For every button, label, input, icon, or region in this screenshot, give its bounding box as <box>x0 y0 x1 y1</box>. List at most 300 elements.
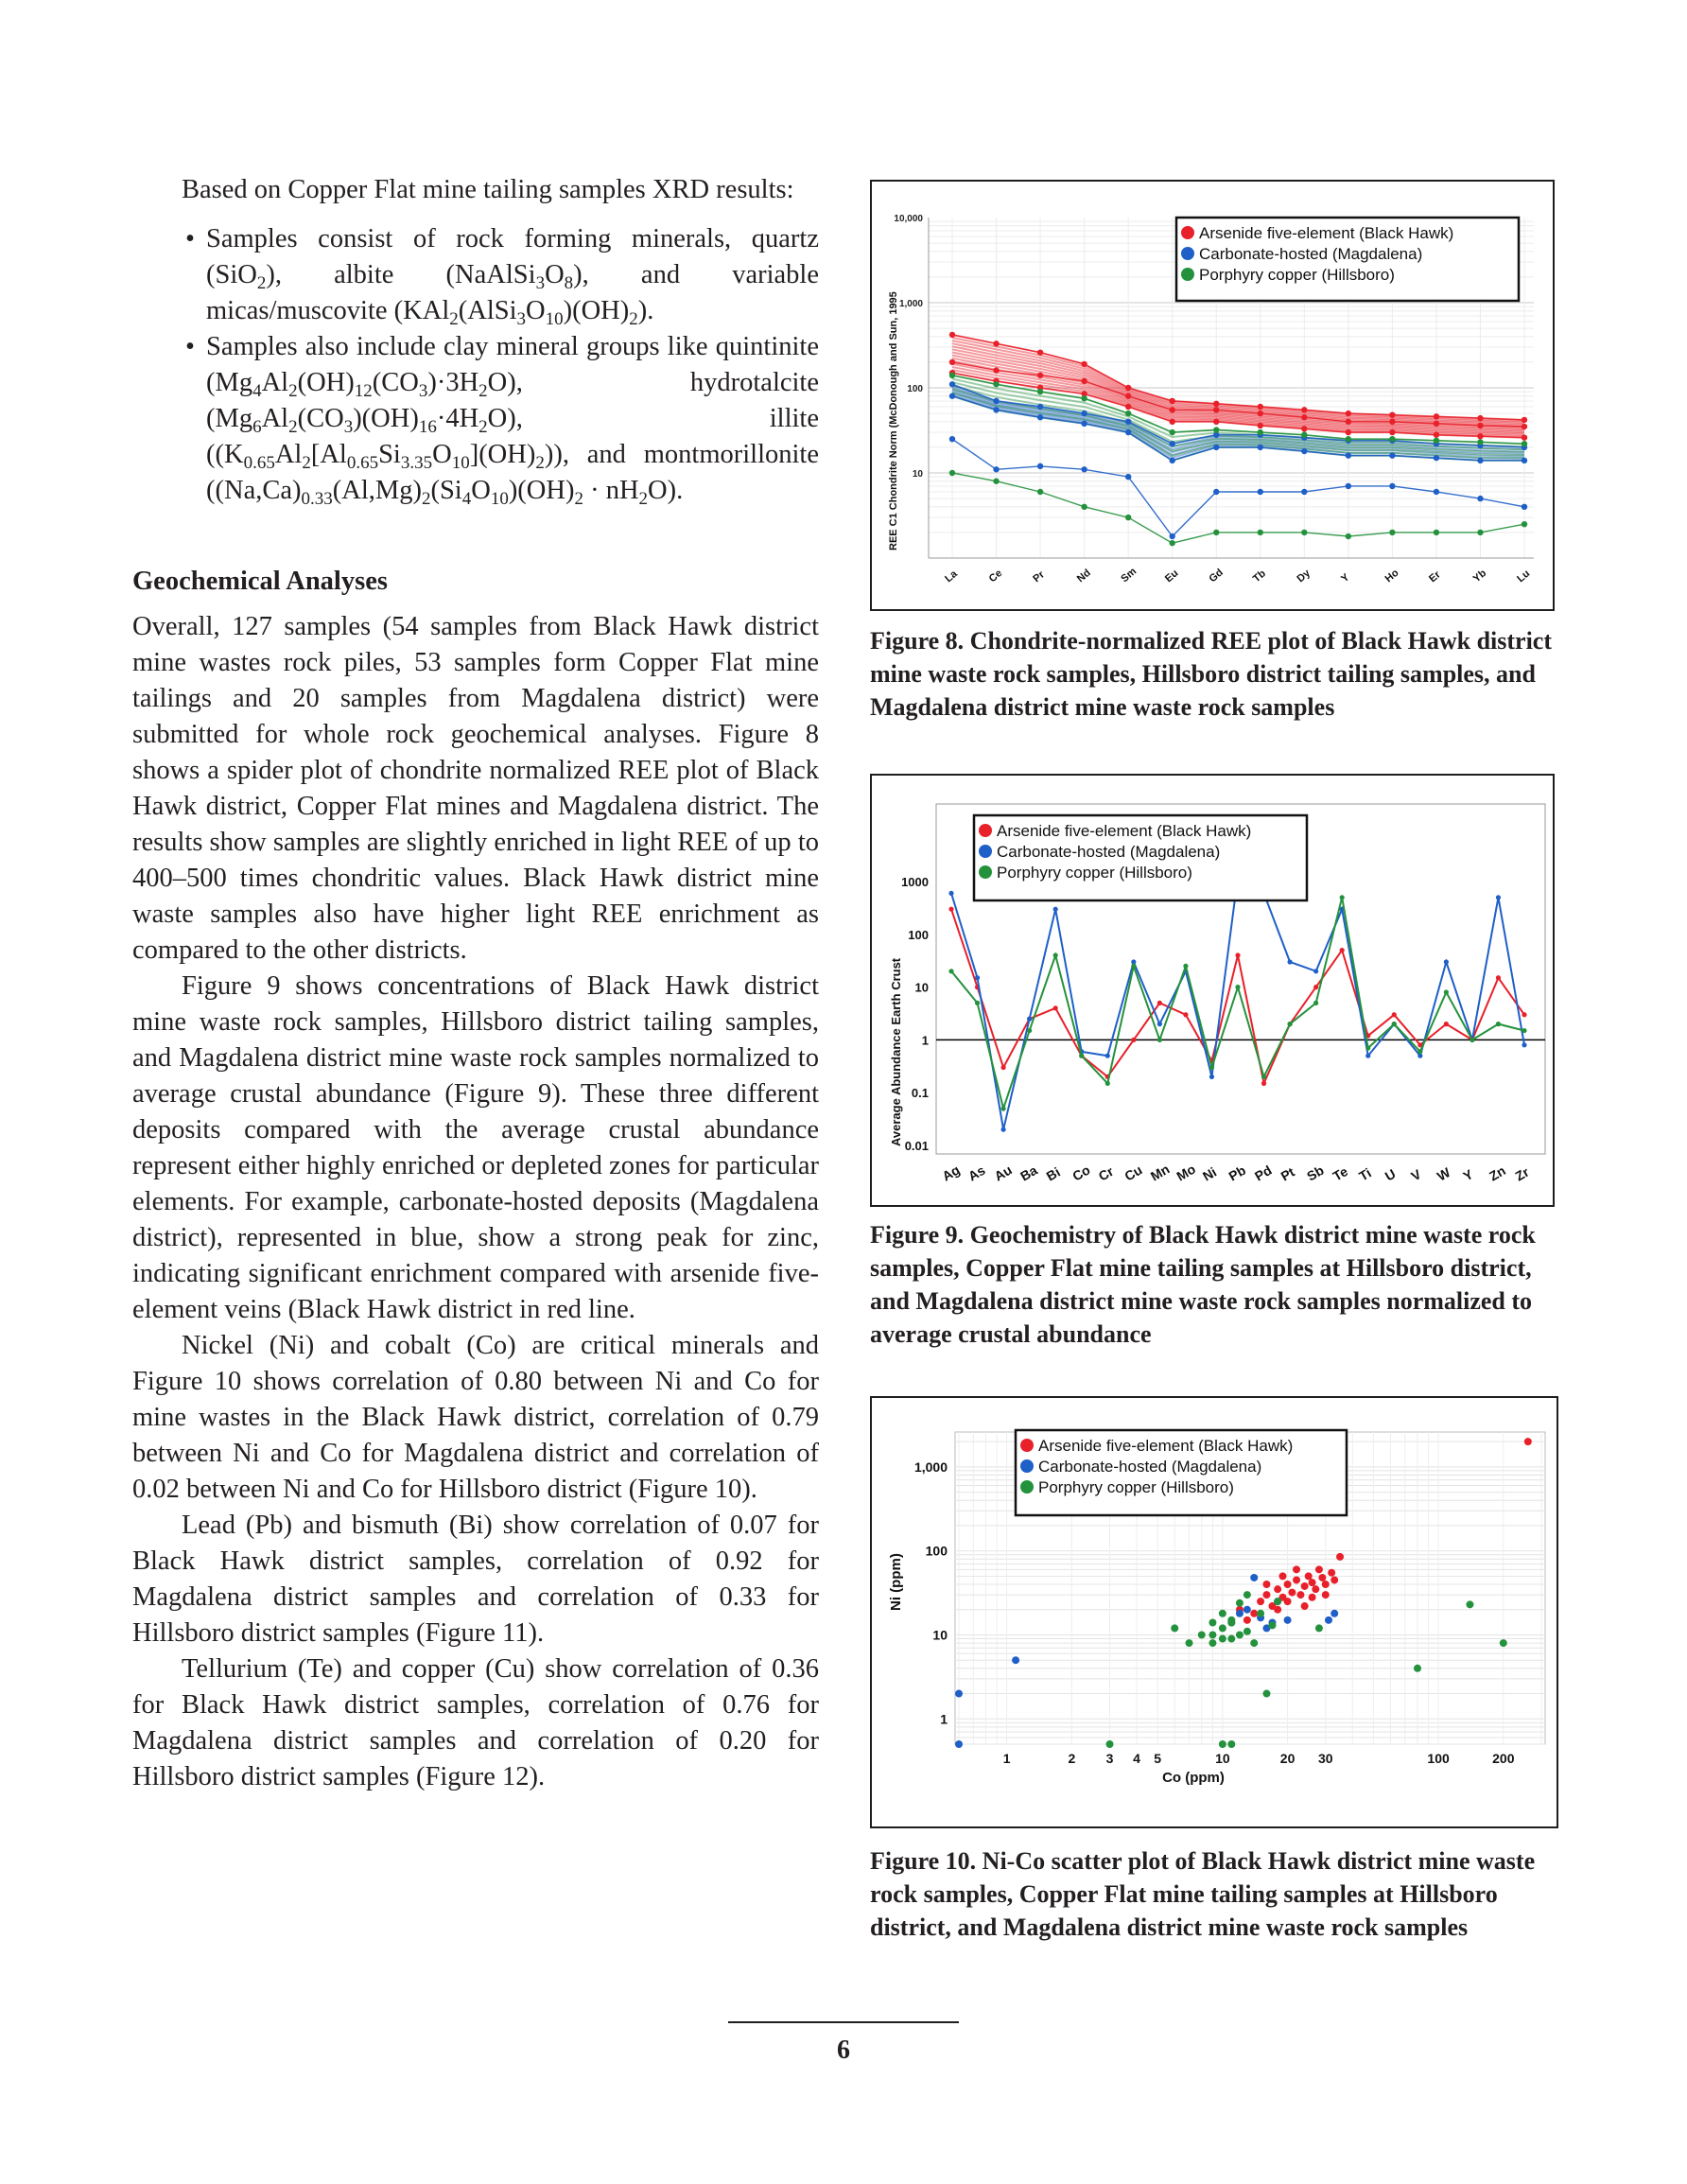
y-tick-label: 10 <box>914 980 929 995</box>
data-point <box>1000 1127 1005 1132</box>
data-point <box>1500 1639 1507 1647</box>
data-point <box>1250 1610 1258 1617</box>
x-tick-label: Pr <box>1031 568 1047 585</box>
x-tick-label: Er <box>1427 568 1443 585</box>
data-point <box>1346 429 1351 435</box>
data-point <box>1131 964 1136 969</box>
data-point <box>1157 1022 1162 1026</box>
data-point <box>1000 1106 1005 1110</box>
data-point <box>1157 1001 1162 1005</box>
data-point <box>1315 1565 1323 1573</box>
data-point <box>1522 417 1527 423</box>
data-point <box>1169 441 1174 446</box>
data-point <box>1389 530 1395 535</box>
data-point <box>1079 1054 1084 1058</box>
data-point <box>1209 1065 1214 1070</box>
data-point <box>1081 411 1087 416</box>
data-point <box>1037 489 1043 495</box>
data-point <box>1522 1012 1526 1017</box>
y-tick-label: 1000 <box>901 875 929 889</box>
data-point <box>1027 1017 1032 1022</box>
data-point <box>1244 1616 1251 1624</box>
data-point <box>1365 1054 1370 1058</box>
data-point <box>1105 1081 1110 1086</box>
data-point <box>1522 504 1527 510</box>
x-tick-label: Tb <box>1250 568 1269 585</box>
data-point <box>1522 1028 1526 1033</box>
legend-marker-porphyry <box>979 865 992 879</box>
legend-label-arsenide: Arsenide five-element (Black Hawk) <box>997 822 1252 840</box>
data-point <box>1389 483 1395 489</box>
data-point <box>1262 1581 1270 1588</box>
data-point <box>1477 496 1483 501</box>
data-point <box>1081 504 1087 510</box>
x-tick-label: Y <box>1339 571 1352 585</box>
figure-8-caption: Figure 8. Chondrite-normalized REE plot of Black Hawk district mine waste rock samples, Hillsboro district tailing samples, and Magdalena district mine waste rock samples <box>870 627 1553 721</box>
data-point <box>1389 436 1395 442</box>
data-point <box>949 373 955 378</box>
legend-marker-porphyry <box>1181 268 1194 281</box>
legend-marker-carbonate <box>1181 247 1194 260</box>
data-point <box>1258 530 1263 535</box>
data-point <box>1198 1631 1206 1638</box>
data-point <box>1213 407 1219 412</box>
data-point <box>1106 1740 1114 1748</box>
data-point <box>1244 1606 1251 1614</box>
data-point <box>1262 1690 1270 1698</box>
data-point <box>1209 1075 1214 1079</box>
figure-8-frame <box>870 180 1555 611</box>
data-point <box>1125 474 1131 480</box>
x-tick-label: Dy <box>1295 568 1313 585</box>
data-point <box>1213 530 1219 535</box>
data-point <box>1053 952 1058 957</box>
data-point <box>1346 452 1351 458</box>
data-point <box>1330 1610 1338 1617</box>
y-axis-title: REE C1 Chondrite Norm (McDonough and Sun, 1995 <box>888 291 899 550</box>
x-tick-label: Lu <box>1515 568 1533 585</box>
data-point <box>955 1690 963 1698</box>
paragraph-figure9: Figure 9 shows concentrations of Black Hawk district mine waste rock samples, Hillsboro district tailing samples, and Magdalena district mine waste rock samples normalized to average crustal abundance (Figure 9). These three different deposits compared with the average crustal abundance represent either highly enriched or depleted zones for particular elements. For example, carbonate-hosted deposits (Magdalena district), represented in blue, show a strong peak for zinc, indicating significant enrichment compared with arsenide five-element veins (Black Hawk district in red line. <box>132 971 819 1324</box>
data-point <box>1301 426 1307 431</box>
x-tick-label: W <box>1434 1164 1453 1184</box>
data-point <box>1477 458 1483 463</box>
data-point <box>1209 1631 1216 1638</box>
data-point <box>1037 373 1043 378</box>
y-tick-label: 100 <box>907 384 923 394</box>
data-point <box>1261 1075 1266 1079</box>
data-point <box>1301 530 1307 535</box>
data-point <box>949 436 955 442</box>
y-axis-title: Average Abundance Earth Crust <box>889 957 903 1146</box>
data-point <box>1037 414 1043 420</box>
data-point <box>1169 458 1174 463</box>
x-tick-label: 200 <box>1492 1751 1515 1766</box>
data-point <box>1000 1065 1005 1070</box>
bullet-clay-minerals: • Samples also include clay mineral groups like quintinite $(Mg_4Al_2(OH)_{12}(CO_3)\cdot 3H_2O)$, hydrotalcite $(Mg_6Al_2(CO_3)(OH)_{16}\cdot 4H_2O)$, illite $((K_{0.65}Al_2[Al_{0.65}Si_{3.35}O_{10}](OH)_2))$, and montmorillonite $((Na,Ca)_{0.33}(Al,Mg)_2(Si_4O_{10})(OH)_2 \cdot nH_2O)$. <box>132 329 819 509</box>
x-tick-label: Zn <box>1486 1162 1508 1184</box>
data-point <box>1274 1606 1281 1614</box>
data-point <box>1444 989 1449 994</box>
legend-label-arsenide: Arsenide five-element (Black Hawk) <box>1038 1437 1294 1455</box>
data-point <box>1389 429 1395 435</box>
data-point <box>1389 419 1395 425</box>
data-point <box>1313 1001 1318 1005</box>
data-point <box>949 470 955 476</box>
data-point <box>949 332 955 338</box>
data-point <box>1105 1054 1110 1058</box>
x-tick-label: Co <box>1070 1162 1093 1184</box>
data-point <box>1434 455 1439 461</box>
data-point <box>1235 952 1240 957</box>
legend-marker-porphyry <box>1020 1480 1034 1494</box>
data-point <box>1274 1598 1281 1605</box>
x-tick-label: 4 <box>1133 1751 1140 1766</box>
intro-paragraph: Based on Copper Flat mine tailing samples XRD results: <box>182 175 794 204</box>
data-point <box>948 907 953 912</box>
data-point <box>1325 1616 1332 1624</box>
data-point <box>948 891 953 896</box>
data-point <box>1053 1005 1058 1010</box>
data-point <box>1284 1598 1292 1605</box>
data-point <box>1250 1639 1258 1647</box>
data-point <box>1301 1582 1309 1590</box>
y-tick-label: 1 <box>921 1033 929 1048</box>
data-point <box>1293 1576 1300 1583</box>
data-point <box>1322 1591 1330 1599</box>
x-tick-label: 2 <box>1068 1751 1076 1766</box>
data-point <box>975 1001 980 1005</box>
data-point <box>1414 1665 1421 1672</box>
data-point <box>1209 1618 1216 1626</box>
data-point <box>1131 1038 1136 1042</box>
data-point <box>1330 1576 1338 1583</box>
legend-marker-carbonate <box>1020 1459 1034 1473</box>
data-point <box>1236 1631 1244 1638</box>
data-point <box>1477 415 1483 421</box>
data-point <box>1257 1610 1264 1617</box>
x-tick-label: 5 <box>1154 1751 1162 1766</box>
data-point <box>1346 436 1351 442</box>
data-point <box>1258 429 1263 435</box>
data-point <box>1522 521 1527 527</box>
data-point <box>993 479 999 484</box>
x-tick-label: U <box>1382 1165 1399 1184</box>
data-point <box>1186 1639 1193 1647</box>
data-point <box>1268 1621 1276 1629</box>
legend-label-carbonate: Carbonate-hosted (Magdalena) <box>1038 1458 1262 1476</box>
x-tick-label: La <box>943 568 960 585</box>
x-tick-label: Y <box>1460 1166 1476 1184</box>
figure-8-chart <box>872 182 1553 609</box>
legend-label-porphyry: Porphyry copper (Hillsboro) <box>997 864 1192 882</box>
data-point <box>1236 1599 1244 1607</box>
data-point <box>1258 411 1263 416</box>
data-point <box>1213 401 1219 407</box>
data-point <box>1171 1624 1178 1632</box>
data-point <box>1227 1740 1235 1748</box>
x-tick-label: Zr <box>1512 1163 1532 1184</box>
x-tick-label: Pt <box>1278 1163 1297 1184</box>
legend-label-porphyry: Porphyry copper (Hillsboro) <box>1199 266 1395 284</box>
x-tick-label: Ag <box>939 1162 963 1184</box>
data-point <box>1219 1610 1226 1617</box>
section-heading: Geochemical Analyses <box>132 567 388 596</box>
x-axis-title: Co (ppm) <box>1162 1770 1225 1786</box>
x-tick-label: Cr <box>1095 1162 1117 1184</box>
data-point <box>1328 1569 1335 1577</box>
x-tick-label: Ce <box>986 568 1005 585</box>
x-tick-label: Eu <box>1162 568 1181 585</box>
data-point <box>1081 466 1087 472</box>
data-point <box>1169 419 1174 425</box>
data-point <box>1301 414 1307 420</box>
x-tick-label: Bi <box>1043 1163 1063 1184</box>
data-point <box>1340 948 1345 952</box>
paragraph-ni-co: Nickel (Ni) and cobalt (Co) are critical minerals and Figure 10 shows correlation of 0.80 between Ni and Co for mine wastes in the Black Hawk district, correlation of 0.79 between Ni and Co for Magdalena district and correlation of 0.02 between Ni and Co for Hillsboro district (Figure 10). <box>132 1331 819 1504</box>
figure-9-caption: Figure 9. Geochemistry of Black Hawk district mine waste rock samples, Copper Flat mine tailing samples at Hillsboro district, and Magdalena district mine waste rock samples normalized to average crustal abundance <box>870 1221 1536 1348</box>
data-point <box>1313 985 1318 989</box>
data-point <box>1434 421 1439 427</box>
data-point <box>1301 448 1307 454</box>
data-point <box>1346 483 1351 489</box>
data-point <box>1125 429 1131 435</box>
data-point <box>1417 1049 1422 1054</box>
data-point <box>1522 458 1527 463</box>
data-point <box>1522 434 1527 440</box>
legend-label-porphyry: Porphyry copper (Hillsboro) <box>1038 1478 1234 1496</box>
data-point <box>1209 1639 1216 1647</box>
y-tick-label: 100 <box>908 927 929 942</box>
data-point <box>1346 533 1351 539</box>
x-tick-label: Mo <box>1174 1161 1198 1184</box>
data-point <box>1027 1028 1032 1033</box>
data-point <box>1315 1624 1323 1632</box>
data-point <box>1081 361 1087 367</box>
x-tick-label: Gd <box>1207 567 1226 585</box>
data-point <box>1434 489 1439 495</box>
y-tick-label: 100 <box>925 1543 948 1559</box>
data-point <box>1389 411 1395 417</box>
data-point <box>1477 439 1483 445</box>
y-tick-label: 0.01 <box>904 1139 929 1153</box>
data-point <box>1444 1022 1449 1026</box>
data-point <box>1081 378 1087 384</box>
x-tick-label: Mn <box>1147 1161 1173 1184</box>
data-point <box>1262 1591 1270 1599</box>
legend-marker-arsenide <box>1020 1439 1034 1452</box>
data-point <box>1346 411 1351 416</box>
data-point <box>1522 424 1527 429</box>
data-point <box>1258 404 1263 410</box>
left-column <box>132 172 819 1795</box>
y-tick-label: 10 <box>912 469 923 480</box>
data-point <box>1169 533 1174 539</box>
data-point <box>1258 489 1263 495</box>
data-point <box>1434 413 1439 419</box>
figure-10-caption: Figure 10. Ni-Co scatter plot of Black Hawk district mine waste rock samples, Copper Flat mine tailing samples at Hillsboro district, and Magdalena district mine waste rock samples <box>870 1847 1536 1941</box>
data-point <box>1012 1656 1019 1664</box>
data-point <box>949 359 955 365</box>
data-point <box>1258 445 1263 450</box>
xrd-bullet-list <box>132 221 819 509</box>
x-tick-label: Nd <box>1074 567 1093 585</box>
y-axis-title: Ni (ppm) <box>888 1553 904 1611</box>
x-tick-label: Ba <box>1017 1162 1040 1184</box>
data-point <box>1284 1616 1292 1624</box>
x-tick-label: Sb <box>1304 1162 1327 1184</box>
data-point <box>1346 419 1351 425</box>
data-point <box>1466 1600 1473 1608</box>
data-point <box>1301 407 1307 412</box>
x-tick-label: Ni <box>1199 1163 1220 1184</box>
data-point <box>1125 411 1131 416</box>
data-point <box>1305 1572 1313 1580</box>
bullet-rock-forming-minerals: • Samples consist of rock forming minerals, quartz (SiO$_2$), albite $(NaAlSi_3O_8)$, and variable micas/muscovite $(KAl_2(AlSi_3O_{10})(OH)_2)$. <box>132 221 819 329</box>
data-point <box>1309 1579 1316 1586</box>
y-tick-label: 1,000 <box>913 1459 948 1475</box>
data-point <box>1125 515 1131 520</box>
x-tick-label: Pd <box>1252 1162 1275 1184</box>
data-point <box>993 407 999 412</box>
y-tick-label: 0.1 <box>911 1086 929 1101</box>
data-point <box>1301 489 1307 495</box>
paragraph-pb-bi: Lead (Pb) and bismuth (Bi) show correlation of 0.07 for Black Hawk district samples, correlation of 0.92 for Magdalena district samples and correlation of 0.33 for Hillsboro district samples (Figure 11). <box>132 1511 819 1648</box>
data-point <box>1125 404 1131 410</box>
data-point <box>1434 432 1439 438</box>
data-point <box>993 466 999 472</box>
data-point <box>1392 1012 1397 1017</box>
data-point <box>1053 907 1058 912</box>
data-point <box>1244 1628 1251 1635</box>
data-point <box>1257 1598 1264 1605</box>
data-point <box>1219 1624 1226 1632</box>
data-point <box>1522 1042 1526 1047</box>
data-point <box>1037 404 1043 410</box>
paragraph-te-cu: Tellurium (Te) and copper (Cu) show correlation of 0.36 for Black Hawk district samples, correlation of 0.76 for Magdalena district samples and correlation of 0.20 for Hillsboro district samples (Figure 12). <box>132 1654 819 1791</box>
bullet-icon: • <box>185 332 195 361</box>
data-point <box>1244 1591 1251 1599</box>
x-tick-label: Ti <box>1356 1164 1374 1184</box>
page-number: 6 <box>837 2035 850 2065</box>
data-point <box>1470 1038 1474 1042</box>
legend-marker-carbonate <box>979 845 992 858</box>
data-point <box>1392 1022 1397 1026</box>
data-point <box>1213 427 1219 432</box>
data-point <box>1125 393 1131 399</box>
data-point <box>1477 530 1483 535</box>
legend-marker-arsenide <box>979 824 992 837</box>
x-tick-label: Yb <box>1470 568 1489 585</box>
x-tick-label: 3 <box>1105 1751 1114 1766</box>
figure-9-frame <box>870 774 1555 1207</box>
data-point <box>1278 1572 1286 1580</box>
data-point <box>1389 452 1395 458</box>
data-point <box>1301 1602 1309 1610</box>
x-tick-label: Te <box>1330 1163 1350 1184</box>
data-point <box>1296 1591 1304 1599</box>
legend-marker-arsenide <box>1181 226 1194 239</box>
y-tick-label: 1,000 <box>898 299 923 309</box>
data-point <box>1081 395 1087 401</box>
data-point <box>1169 429 1174 435</box>
data-point <box>1522 441 1527 446</box>
data-point <box>1227 1635 1235 1643</box>
paragraph-overall: Overall, 127 samples (54 samples from Black Hawk district mine wastes rock piles, 53 samples form Copper Flat mine tailings and 20 samples from Magdalena district) were submitted for whole rock geochemical analyses. Figure 8 shows a spider plot of chondrite normalized REE plot of Black Hawk district, Copper Flat mines and Magdalena district. The results show samples are slightly enriched in light REE of up to 400–500 times chondritic values. Black Hawk district mine waste samples also have higher light REE enrichment as compared to the other districts. <box>132 612 819 965</box>
data-point <box>1318 1574 1326 1581</box>
data-point <box>1288 1589 1296 1597</box>
data-point <box>1169 540 1174 546</box>
data-point <box>1236 1610 1244 1617</box>
data-point <box>1037 349 1043 355</box>
data-point <box>1213 419 1219 425</box>
x-tick-label: Cu <box>1122 1162 1145 1184</box>
x-tick-label: Ho <box>1383 567 1401 585</box>
data-point <box>1312 1585 1319 1593</box>
x-tick-label: 20 <box>1279 1751 1296 1766</box>
data-point <box>993 367 999 373</box>
data-point <box>1261 1081 1266 1086</box>
footer-rule <box>728 2021 959 2023</box>
data-point <box>1287 1022 1292 1026</box>
data-point <box>948 969 953 973</box>
legend-label-carbonate: Carbonate-hosted (Magdalena) <box>1199 245 1423 263</box>
data-point <box>1477 433 1483 439</box>
data-point <box>1313 969 1318 973</box>
data-point <box>1219 1740 1226 1748</box>
data-point <box>975 975 980 980</box>
y-tick-label: 10 <box>932 1627 948 1643</box>
data-point <box>1496 895 1501 900</box>
data-point <box>949 381 955 387</box>
data-point <box>949 393 955 399</box>
data-point <box>1037 389 1043 394</box>
data-point <box>1444 959 1449 964</box>
data-point <box>1340 895 1345 900</box>
data-point <box>1169 407 1174 412</box>
data-point <box>1322 1581 1330 1588</box>
data-point <box>1496 1022 1501 1026</box>
x-tick-label: 1 <box>1002 1751 1011 1766</box>
data-point <box>1365 1045 1370 1050</box>
data-point <box>1081 421 1087 427</box>
data-point <box>1309 1594 1316 1601</box>
figure-10-frame <box>870 1396 1558 1828</box>
x-tick-label: Pb <box>1226 1162 1248 1184</box>
figure-9-chart <box>872 776 1553 1205</box>
data-point <box>1157 1038 1162 1042</box>
data-point <box>1183 1012 1188 1017</box>
data-point <box>1477 423 1483 428</box>
data-point <box>1434 438 1439 444</box>
data-point <box>1037 463 1043 469</box>
x-tick-label: As <box>965 1162 988 1184</box>
data-point <box>1496 975 1501 980</box>
x-tick-label: 30 <box>1317 1751 1333 1766</box>
data-point <box>1227 1618 1235 1626</box>
data-point <box>1235 985 1240 989</box>
legend-label-arsenide: Arsenide five-element (Black Hawk) <box>1199 224 1454 242</box>
data-point <box>1293 1565 1300 1573</box>
data-point <box>1258 423 1263 428</box>
y-tick-label: 10,000 <box>894 214 923 224</box>
data-point <box>1287 959 1292 964</box>
x-tick-label: Au <box>991 1162 1015 1184</box>
data-point <box>1284 1581 1292 1588</box>
data-point <box>1183 964 1188 969</box>
data-point <box>955 1740 963 1748</box>
data-point <box>1213 445 1219 450</box>
